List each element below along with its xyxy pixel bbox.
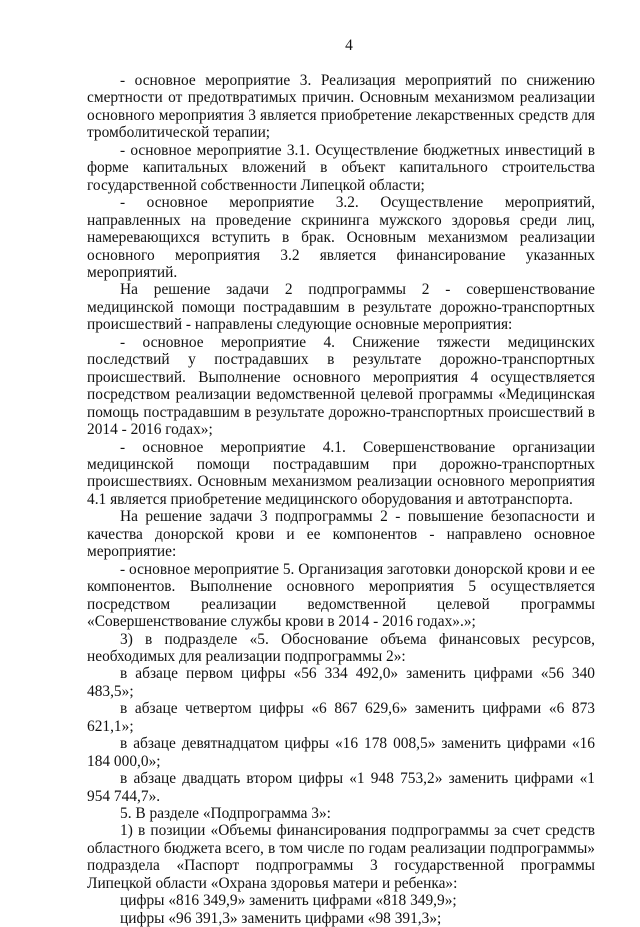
paragraph-section-subprogram-3: 5. В разделе «Подпрограмма 3»: (120, 805, 331, 823)
paragraph-amendment-twenty-second: в абзаце двадцать втором цифры «1 948 753,2» заменить цифрами «1 954 744,7». (87, 770, 595, 805)
paragraph-measure-3: - основное мероприятие 3. Реализация мероприятий по снижению смертности от предотвратимых причин. Основным механизмом реализации основного мероприятия 3 является приобретение лекарственных средств для тромболитической терапии; (87, 72, 595, 142)
paragraph-measure-4: - основное мероприятие 4. Снижение тяжести медицинских последствий у пострадавших в результате дорожно-транспортных происшествий. Выполнение основного мероприятия 4 осуществляется посредством реализации ведомственной целевой программы «Медицинская помощь пострадавшим в результате дорожно-транспортных происшествий в 2014 - 2016 годах»; (87, 333, 595, 439)
paragraph-measure-3-1: - основное мероприятие 3.1. Осуществление бюджетных инвестиций в форме капитальных вложений в объект капитального строительства государственной собственности Липецкой области; (87, 141, 595, 194)
paragraph-subsection-5: 3) в подразделе «5. Обоснование объема финансовых ресурсов, необходимых для реализации подпрограммы 2»: (87, 630, 595, 665)
paragraph-measure-5: - основное мероприятие 5. Организация заготовки донорской крови и ее компонентов. Выполнение основного мероприятия 5 осуществляется посредством реализации ведомственной целевой программы «Совершенствование службы крови в 2014 - 2016 годах».»; (87, 560, 595, 631)
paragraph-measure-4-1: - основное мероприятие 4.1. Совершенствование организации медицинской помощи пострадавшим при дорожно-транспортных происшествиях. Основным механизмом реализации основного мероприятия 4.1 является приобретение медицинского оборудования и автотранспорта. (87, 438, 595, 508)
paragraph-measure-3-2: - основное мероприятие 3.2. Осуществление мероприятий, направленных на проведение скрининга мужского здоровья среди лиц, намеревающихся вступить в брак. Основным механизмом реализации основного мероприятия 3.2 является финансирование указанных мероприятий. (87, 194, 595, 281)
paragraph-task-2: На решение задачи 2 подпрограммы 2 - совершенствование медицинской помощи пострадавшим в результате дорожно-транспортных происшествий - направлены следующие основные мероприятия: (87, 281, 595, 334)
paragraph-figures-2: цифры «96 391,3» заменить цифрами «98 391,3»; (120, 909, 442, 927)
paragraph-amendment-first: в абзаце первом цифры «56 334 492,0» заменить цифрами «56 340 483,5»; (87, 665, 595, 700)
paragraph-amendment-fourth: в абзаце четвертом цифры «6 867 629,6» заменить цифрами «6 873 621,1»; (87, 700, 595, 735)
paragraph-figures-1: цифры «816 349,9» заменить цифрами «818 349,9»; (120, 892, 457, 910)
paragraph-funding-position: 1) в позиции «Объемы финансирования подпрограммы за счет средств областного бюджета всего, в том числе по годам реализации подпрограммы» подраздела «Паспорт подпрограммы 3 государственной программы Липецкой области «Охрана здоровья матери и ребенка»: (87, 822, 595, 892)
page-number: 4 (345, 37, 353, 54)
document-page (87, 37, 595, 927)
paragraph-amendment-nineteenth: в абзаце девятнадцатом цифры «16 178 008,5» заменить цифрами «16 184 000,0»; (87, 735, 595, 770)
paragraph-task-3: На решение задачи 3 подпрограммы 2 - повышение безопасности и качества донорской крови и ее компонентов - направлено основное мероприятие: (87, 508, 595, 561)
